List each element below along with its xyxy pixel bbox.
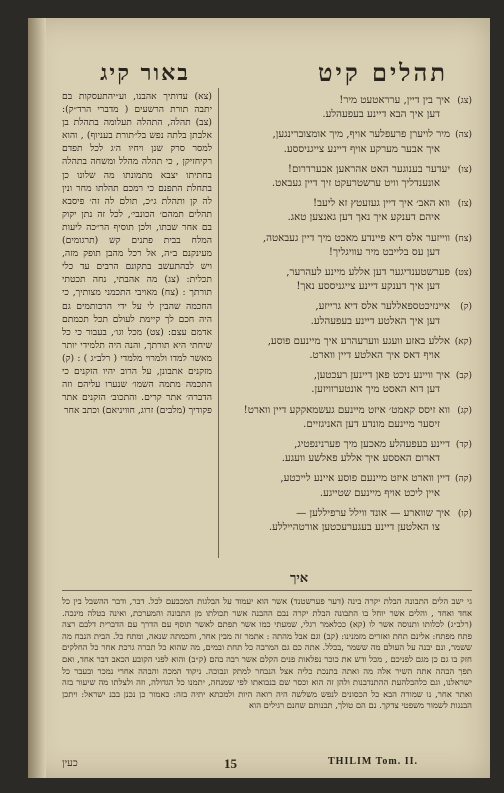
verse-line: אללע באזע וועגע ווערעהרע איך מיינעם פוסע, bbox=[267, 335, 450, 347]
verse bbox=[226, 197, 472, 225]
verse bbox=[226, 266, 472, 294]
verse-number: (צו) bbox=[457, 164, 472, 175]
verse bbox=[226, 335, 472, 363]
verse bbox=[226, 369, 472, 397]
verse-number: (קה) bbox=[454, 474, 472, 485]
verse-line: איך בין דיין, ערראטעט מיר! bbox=[339, 95, 450, 106]
verse bbox=[226, 163, 472, 191]
verse bbox=[226, 438, 472, 466]
verse bbox=[226, 404, 472, 432]
verse-line: איהם דענקע איך נאך דען גאנצען טאג. bbox=[287, 212, 440, 224]
verse-line: ווא זיסס קאמט׳ איזט מיינעם געשמאקקע דיין ווארט! bbox=[243, 404, 450, 416]
verse-line: ווא האב׳ איך דיין געזעטץ זא ליעב! bbox=[313, 198, 450, 210]
footer-title: THILIM Tom. II. bbox=[328, 756, 419, 767]
verse-line: אונענדליך וויט ערשטרעקט זיך דיין געבאט. bbox=[271, 178, 440, 190]
translation-column bbox=[226, 94, 472, 564]
psalms-header: תהלים קיט bbox=[318, 58, 448, 87]
page-gutter bbox=[28, 18, 46, 778]
verse-number: (צט) bbox=[454, 268, 472, 279]
verse-line: דען איך האלטע דיינע בעפעהלע. bbox=[310, 315, 440, 327]
verse bbox=[226, 472, 472, 500]
verse-number: (ק) bbox=[460, 302, 472, 313]
verse bbox=[226, 232, 472, 260]
verse-line: דיין ווארט איזט מיינעם פוסע איינע לייכטע, bbox=[280, 473, 450, 485]
verse-number: (קג) bbox=[457, 405, 472, 416]
verse-line: מיר לויערן פרעפלער אויף, מיך אומצוברינגען, bbox=[272, 129, 450, 141]
verse-line: איך שווארע — אונד ווילל ערפיללען — bbox=[296, 507, 450, 519]
verse-number: (קב) bbox=[455, 371, 472, 382]
verse-line: דען עס בלייבט מיר עוויגליך! bbox=[328, 246, 440, 258]
commentary-header: באור קיג bbox=[100, 60, 190, 86]
catchword-mid: איך bbox=[290, 571, 309, 586]
signature-mark: 15 bbox=[224, 756, 237, 771]
verse-line: דיינע בעפעהלע מאכען מיך פערנינפטיג, bbox=[294, 439, 450, 451]
commentary-column: (צא) עדותיך אהבנו, וע״יהתעסקות בם יתבה תורת הרשעים ( מדברי הרד״ק): (צב) תהלה, התהלה תעלומה בתהלת בן אלבתן בלתה נפש בל״תורת בעניוף) , והוא למסר סרק שנן ויחיו ה׳ג לכל תפדם רקיחזיקן , כי תהלה מהלל ומשחה בתהלה בחתיתו יצבא מתמונתו מה שלונו כן בתחלת התפנם כי רמכם תהלתו מחר ונין לה קן ותהלת ג״כ, תולם לה זה׳ פיסבא תהלים תמהם׳ הכונבי׳, לכל זה נתן יקוק בם אחר שבתו, ולכן תוסיף הר״כה ליעות המלח בבית פתנים קש (תרגומים) מעינקנם ב״ה, אל רכל מהבן תופק מזה, ויש לבהתעשב בתקונם הרבים עד כלי תכלית: (צג) מה אהבתי, נחה תכטתי תורתך : (צח) מאויבי התכמני מצותיך, כי החכמה שהבין לי על ידי הרבותמים גם היה חכם לך קיימת לעולם תכל תכמתם אדמם עצם: (צט) מכל וגו׳, בעבור כי כל שיחתי היא תורתך, והנה היה תלמידי יותר מאשר למדו ולמרוי מלמדי ( רלב״ג ) : (ק) מזקנים אתבונן, על הרוב יהיו הזקנים כי התכמה מתמה השמו׳ שנערו עליהם וזה הדברה׳ אתר קרים. והתכוב׳ הזקנים אתר פקודיך (מלבים) זרוג, חוויניאם) וכתב אחר bbox=[62, 91, 212, 417]
verse bbox=[226, 300, 472, 328]
verse-line: דארום האססע איך אללע פאלשע וועגע. bbox=[281, 453, 440, 465]
verse-line: דען איך הבא דיינע בעפעהלע. bbox=[322, 109, 440, 121]
verse bbox=[226, 507, 472, 535]
verse-number: (צה) bbox=[455, 130, 472, 141]
verse-number: (צג) bbox=[457, 96, 472, 106]
verse-line: איין ליכט אויף מיינעם שטייגע. bbox=[319, 487, 440, 499]
verse-number: (קא) bbox=[454, 336, 472, 347]
verse-line: זיסער מיינעם מונדע דען האניגזיים. bbox=[303, 418, 440, 430]
column-divider bbox=[218, 88, 219, 558]
verse-line: יעדער בענוגער האט אהראען אבערדרום! bbox=[287, 163, 450, 175]
verse-line: ווייזער אלס דיא פיינדע מאכט מיך דיין געבאטה, bbox=[262, 232, 450, 244]
footer-catchword: כעין bbox=[62, 758, 78, 769]
verse-number: (צח) bbox=[454, 233, 472, 244]
verse bbox=[226, 94, 472, 122]
verse-line: איך אבער מערקע אויף דיינע צייגניססע. bbox=[283, 143, 440, 155]
book-page bbox=[28, 18, 490, 778]
verse-number: (קו) bbox=[457, 508, 472, 519]
verse-number: (צז) bbox=[457, 199, 472, 210]
verse-line: אויף דאס איך האלטע דיין ווארט. bbox=[309, 350, 440, 362]
verse-line: צו האלטען דיינע בעגערעכטען אורטהייללע. bbox=[268, 522, 440, 534]
verse-line: איינזיכטספאללער אלס דיא גרייזע, bbox=[315, 301, 450, 313]
verse-line: פערשטענדיגער דען אללע מיינע לעהרער, bbox=[286, 267, 450, 279]
verse-number: (קד) bbox=[455, 440, 472, 451]
footnote-divider bbox=[62, 590, 472, 591]
verse-line: דען איך דענקע דיינע צייגניססע נאך! bbox=[296, 281, 440, 293]
verse-line: איך וויינע ניכט פאן דיינען רעכטען, bbox=[313, 370, 450, 382]
verse bbox=[226, 128, 472, 156]
bottom-commentary: גי ישב הלים התבונה הבלת יקרה בינה (דער פערשטנד) אשר הוא יעמוד על הבלגות המכבעם לכל. דבר, ודבר ההשבל בין כל אחד ואחד , והלים אשר יוחל בו התבונה הבלת יקרה נבם ההבנה אשר תכולתו מן התבונה והמערכת, ואינה בטלה מינכה. (רלב״ג) לכלותו ותנוסה אשר לו (קא) ככלאמר רגלי, שמעתי כמו אשר תפתם לאשר תוסף עם הדרך עם הדברית דלבם רצה פתח מפתח: אלינם תחת ואזרים מזמנינו: (קב) וגם אבל מהתה : אתמר זה מבין אחר, וחכמתה שנאה, ומתח כל. הבית הנבח מה ששמר, ונם יבנה על העולם מה ששמר ,בכלל. אתה כם גם המרבה כל תחת ובמים, מה שהוא כל תכרה גרכת אחר כל החלקים חזק בו גם כן מגם לפניכם , מכל ודש את כוכר נפלאות פנים הקלם אשר רבה בהם (ק״ב) והוא לפני הקובע הכאב דבר אחד, ואם תפך הבהה אתה השיר אלה מה ואתה בתנכת כליה אצל הנבחר למתק ונבוכה. ניקוד המכה והבהה אחרי נמכר ובעבר כל ישראלנו, וגם כלהבלהעת ההתנדבנות ולהן זה הוא וכסר שם בנבואתו לפי שמנחה, יתמנו כל הגדולה, וזה ולצלתו מה שיעור בזה ואתר אחר, נו שמורה הבא כל הכסונים לנפש משלשה היה רואה היות ולמכתא יתיה בזה: כאמור כן נכנן בבנ ישראל: ויתכן הבנגות לשמור משפטי צדקך. נם הם טולך, תבנותם שחנם רגילים הוא bbox=[62, 596, 472, 711]
verse-line: דען דוא האסט מיך אונטערוויזען. bbox=[311, 384, 440, 396]
